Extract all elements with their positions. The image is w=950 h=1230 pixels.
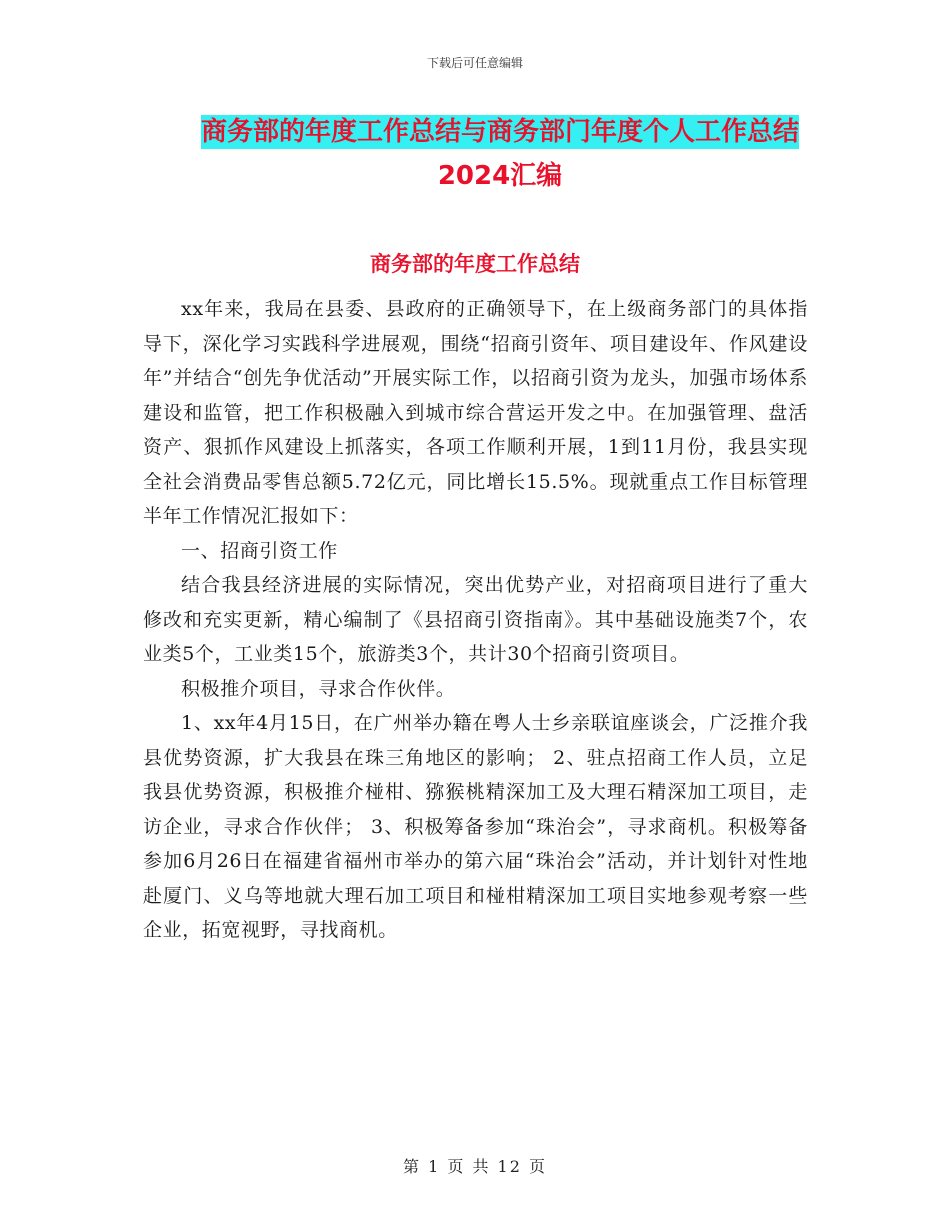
paragraph-intro: xx年来，我局在县委、县政府的正确领导下，在上级商务部门的具体指导下，深化学习实践科学进展观，围绕“招商引资年、项目建设年、作风建设年”并结合“创先争优活动”开展实际工作，以招商引资为龙头，加强市场体系建设和监管，把工作积极融入到城市综合营运开发之中。在加强管理、盘活资产、狠抓作风建设上抓落实，各项工作顺利开展，1到11月份，我县实现全社会消费品零售总额5.72亿元，同比增长15.5%。现就重点工作目标管理半年工作情况汇报如下：: [143, 298, 808, 527]
document-title: [140, 110, 860, 198]
paragraph-promote-projects: 积极推介项目，寻求合作伙伴。: [181, 677, 456, 700]
page-indicator: 第 1 页 共 12 页: [403, 1157, 547, 1176]
document-body: [143, 292, 808, 948]
document-title-line1: 商务部的年度工作总结与商务部门年度个人工作总结: [200, 117, 799, 147]
paragraph-heading-investment: 一、招商引资工作: [181, 539, 338, 562]
paragraph-activities: 1、xx年4月15日，在广州举办籍在粤人士乡亲联谊座谈会，广泛推介我县优势资源，扩大我县在珠三角地区的影响； 2、驻点招商工作人员，立足我县优势资源，积极推介椪柑、猕猴桃精深加工及大理石精深加工项目，走访企业，寻求合作伙伴； 3、积极筹备参加“珠治会”，寻求商机。积极筹备参加6月26日在福建省福州市举办的第六届“珠治会”活动，并计划针对性地赴厦门、义乌等地就大理石加工项目和椪柑精深加工项目实地参观考察一些企业，拓宽视野，寻找商机。: [143, 712, 808, 941]
document-title-line2: 2024汇编: [437, 161, 563, 191]
paragraph-investment-guide: 结合我县经济进展的实际情况，突出优势产业，对招商项目进行了重大修改和充实更新，精心编制了《县招商引资指南》。其中基础设施类7个，农业类5个，工业类15个，旅游类3个，共计30个招商引资项目。: [143, 574, 808, 665]
section-title: 商务部的年度工作总结: [370, 252, 580, 276]
header-note: 下载后可任意编辑: [426, 56, 523, 70]
